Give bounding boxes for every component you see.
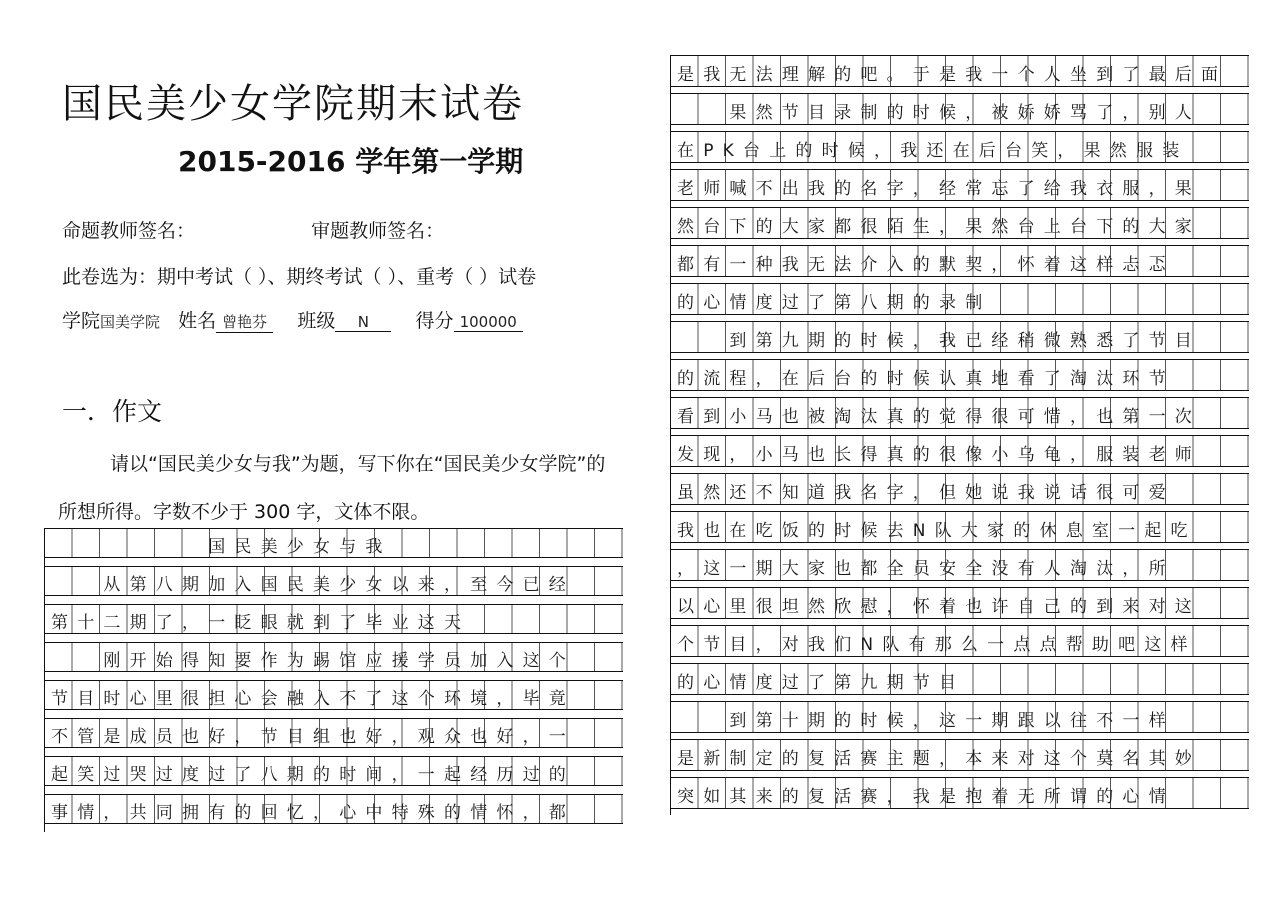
grid-row (671, 473, 1249, 505)
essay-line: 刚开始得知要作为踢馆应援学员加入这个 (51, 651, 575, 671)
student-info-line (62, 306, 523, 333)
essay-line: ，这一期大家也都全员安全没有人淘汰，所 (677, 559, 1175, 579)
grid-row (671, 321, 1249, 353)
grid-row (671, 701, 1249, 733)
grid-row (671, 777, 1249, 809)
essay-line: 果然节目录制的时候，被娇娇骂了，别人 (677, 103, 1201, 123)
essay-line: 第十二期了，一眨眼就到了毕业这天 (51, 613, 471, 633)
essay-line: 的心情度过了第九期节目 (677, 673, 966, 693)
class-label: 班级 (297, 310, 336, 332)
essay-line: 节目时心里很担心会融入不了这个环境，毕竟 (51, 689, 575, 709)
signers-line (62, 216, 444, 243)
grid-row (671, 359, 1249, 391)
essay-line: 到第九期的时候，我已经稍微熟悉了节目 (677, 331, 1201, 351)
grid-row (671, 55, 1249, 87)
essay-line: 然台下的大家都很陌生，果然台上台下的大家 (677, 217, 1201, 237)
section-heading: 一．作文 (62, 397, 163, 426)
essay-line: 不管是成员也好，节目组也好，观众也好，一 (51, 727, 575, 747)
essay-grid-right (670, 55, 1249, 815)
essay-line: 看到小马也被淘汰真的觉得很可惜，也第一次 (677, 407, 1201, 427)
grid-row (671, 625, 1249, 657)
grid-row (45, 718, 623, 748)
essay-line: 的流程，在后台的时候认真地看了淘汰环节 (677, 369, 1175, 389)
exam-type-line: 此卷选为：期中考试（ ）、期终考试（ ）、重考（ ）试卷 (62, 266, 537, 288)
grid-row (671, 663, 1249, 695)
grid-row (671, 435, 1249, 467)
essay-line: 起笑过哭过度过了八期的时间，一起经历过的 (51, 765, 575, 785)
essay-line: 都有一种我无法介入的默契，怀着这样忐忑 (677, 255, 1175, 275)
exam-subtitle: 2015-2016 学年第一学期 (178, 145, 524, 178)
essay-line: 我也在吃饭的时候去N队大家的休息室一起吃 (677, 521, 1197, 541)
score-label: 得分 (415, 310, 454, 332)
essay-line: 老师喊不出我的名字，经常忘了给我衣服，果 (677, 179, 1201, 199)
essay-line: 是我无法理解的吧。于是我一个人坐到了最后面 (677, 65, 1228, 85)
name-value: 曾艳芬 (216, 311, 273, 333)
grid-row (671, 397, 1249, 429)
grid-row (45, 680, 623, 710)
grid-row (45, 604, 623, 634)
essay-line: 从第八期加入国民美少女以来，至今已经 (51, 575, 575, 595)
essay-line: 以心里很坦然欣慰，怀着也许自己的到来对这 (677, 597, 1201, 617)
essay-line: 发现，小马也长得真的很像小乌龟，服装老师 (677, 445, 1201, 465)
reviewer-label: 审题教师签名： (311, 220, 445, 242)
grid-row (671, 131, 1249, 163)
grid-row (45, 528, 623, 558)
essay-line: 是新制定的复活赛主题，本来对这个莫名其妙 (677, 749, 1201, 769)
essay-line: 个节目，对我们N队有那么一点点帮助吧这样 (677, 635, 1197, 655)
exam-title: 国民美少女学院期末试卷 (62, 81, 524, 127)
essay-line: 的心情度过了第八期的录制 (677, 293, 992, 313)
setter-label: 命题教师签名： (62, 220, 196, 242)
grid-row (671, 93, 1249, 125)
grid-row (671, 511, 1249, 543)
college-label: 学院 (62, 310, 101, 332)
class-value: N (335, 313, 391, 332)
essay-prompt: 请以“国民美少女与我”为题，写下你在“国民美少女学院”的所想所得。字数不少于 300 字，文体不限。 (58, 453, 606, 523)
grid-row (45, 794, 623, 824)
essay-line: 突如其来的复活赛，我是抱着无所谓的心情 (677, 787, 1175, 807)
grid-row (671, 207, 1249, 239)
grid-row (671, 587, 1249, 619)
essay-line: 国民美少女与我 (51, 537, 392, 557)
grid-row (671, 739, 1249, 771)
grid-row (671, 169, 1249, 201)
name-label: 姓名 (178, 310, 217, 332)
college-value: 国美学院 (100, 313, 161, 331)
grid-row (671, 245, 1249, 277)
essay-line: 虽然还不知道我名字，但她说我说话很可爱 (677, 483, 1175, 503)
essay-line: 到第十期的时候，这一期跟以往不一样 (677, 711, 1175, 731)
essay-line: 在PK台上的时候，我还在后台笑，果然服装 (677, 141, 1189, 161)
grid-row (45, 566, 623, 596)
grid-row (45, 642, 623, 672)
grid-row (45, 756, 623, 786)
essay-line: 事情，共同拥有的回忆，心中特殊的情怀，都 (51, 803, 575, 823)
grid-row (671, 549, 1249, 581)
score-value: 100000 (454, 313, 523, 332)
essay-grid-left (44, 528, 623, 832)
grid-row (671, 283, 1249, 315)
